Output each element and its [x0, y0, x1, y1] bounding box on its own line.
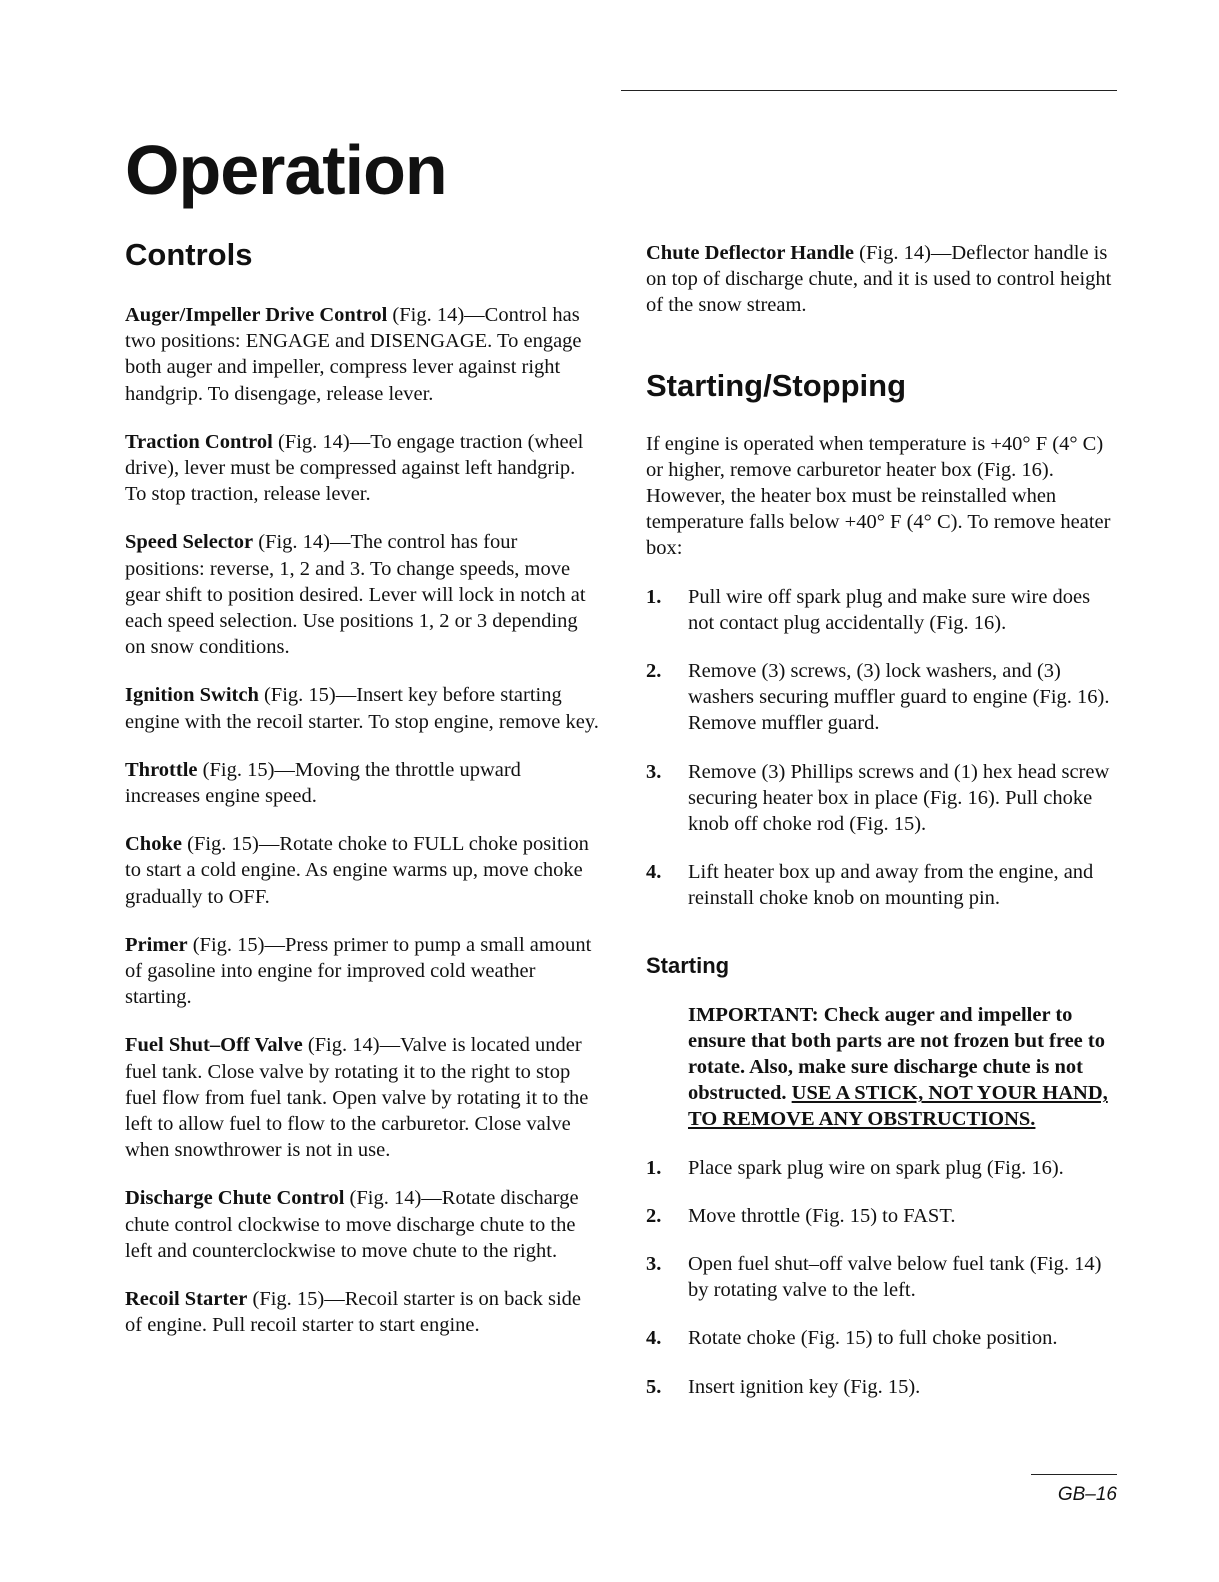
starting-steps	[646, 1155, 1121, 1400]
step-text: Pull wire off spark plug and make sure wire does not contact plug accidentally (Fig. 16).	[688, 585, 1091, 634]
list-item	[646, 1251, 1121, 1303]
step-number: 1.	[646, 1156, 662, 1179]
control-term: Chute Deflector Handle	[646, 242, 855, 264]
control-description	[125, 302, 600, 407]
control-term: Recoil Starter	[125, 1288, 248, 1311]
control-description	[125, 529, 600, 660]
list-item	[646, 759, 1121, 838]
step-text: Rotate choke (Fig. 15) to full choke position.	[688, 1327, 1058, 1350]
page-number: GB–16	[1057, 1484, 1117, 1505]
step-number: 4.	[646, 861, 662, 884]
control-description	[125, 682, 600, 734]
control-term: Auger/Impeller Drive Control	[125, 304, 388, 326]
control-term: Discharge Chute Control	[125, 1187, 345, 1210]
control-term: Primer	[125, 933, 188, 956]
control-term: Speed Selector	[125, 531, 254, 554]
control-text: (Fig. 15)—Recoil starter is on back side of engine. Pull recoil starter to start engine.	[125, 1288, 582, 1337]
control-term: Traction Control	[125, 430, 273, 453]
important-text: IMPORTANT: Check auger and impeller to ensure that both parts are not frozen but free to rotate. Also, make sure discharge chute is not obstructed.	[688, 1003, 1105, 1105]
list-item	[646, 1203, 1121, 1229]
control-text: (Fig. 14)—Deflector handle is on top of discharge chute, and it is used to control height of the snow stream.	[646, 242, 1112, 317]
step-number: 2.	[646, 1204, 662, 1227]
control-text: (Fig. 14)—Control has two positions: ENGAGE and DISENGAGE. To engage both auger and impeller, compress lever against right handgrip. To disengage, release lever.	[125, 304, 582, 405]
starting-heading: Starting	[646, 952, 730, 978]
step-number: 1.	[646, 585, 662, 608]
list-item	[646, 584, 1121, 636]
step-number: 3.	[646, 760, 662, 783]
control-description	[125, 1286, 600, 1338]
control-term: Choke	[125, 833, 182, 856]
control-description	[125, 932, 600, 1011]
control-term: Ignition Switch	[125, 684, 259, 707]
heater-box-intro: If engine is operated when temperature is +40° F (4° C) or higher, remove carburetor heater box (Fig. 16). However, the heater box must be reinstalled when temperature falls below +40° F (4° C). To remove heater box:	[646, 432, 1111, 560]
control-text: (Fig. 15)—Press primer to pump a small amount of gasoline into engine for improved cold weather starting.	[125, 933, 592, 1009]
step-text: Remove (3) Phillips screws and (1) hex head screw securing heater box in place (Fig. 16). Pull choke knob off choke rod (Fig. 15).	[688, 760, 1110, 836]
control-text: (Fig. 15)—Moving the throttle upward increases engine speed.	[125, 758, 521, 808]
step-number: 3.	[646, 1253, 662, 1276]
right-column	[646, 240, 1121, 1422]
list-item	[646, 1155, 1121, 1181]
control-text: (Fig. 14)—Valve is located under fuel tank. Close valve by rotating it to the right to stop fuel flow from fuel tank. Open valve by rotating it to the left to allow fuel to flow to the carburetor. Close valve when snowthrower is not in use.	[125, 1034, 589, 1162]
control-text: (Fig. 15)—Insert key before starting engine with the recoil starter. To stop engine, remove key.	[125, 684, 599, 733]
step-text: Open fuel shut–off valve below fuel tank (Fig. 14) by rotating valve to the left.	[688, 1253, 1102, 1302]
control-description	[646, 240, 1121, 319]
step-text: Lift heater box up and away from the engine, and reinstall choke knob on mounting pin.	[688, 861, 1094, 910]
control-text: (Fig. 14)—Rotate discharge chute control clockwise to move discharge chute to the left and counterclockwise to move chute to the right.	[125, 1187, 579, 1262]
step-text: Place spark plug wire on spark plug (Fig. 16).	[688, 1156, 1064, 1179]
top-rule	[621, 90, 1117, 91]
control-text: (Fig. 14)—The control has four positions: reverse, 1, 2 and 3. To change speeds, move gear shift to position desired. Lever will lock in notch at each speed selection. Use positions 1, 2 or 3 depending on snow conditions.	[125, 531, 586, 659]
control-term: Throttle	[125, 758, 198, 781]
heater-box-steps	[646, 584, 1121, 912]
list-item	[646, 658, 1121, 737]
list-item	[646, 1325, 1121, 1351]
control-text: (Fig. 15)—Rotate choke to FULL choke position to start a cold engine. As engine warms up, move choke gradually to OFF.	[125, 833, 589, 908]
control-description	[125, 1032, 600, 1163]
important-notice	[646, 1002, 1121, 1133]
page-title: Operation	[125, 131, 447, 209]
control-term: Fuel Shut–Off Valve	[125, 1034, 303, 1057]
controls-heading: Controls	[125, 237, 253, 272]
control-description	[125, 831, 600, 910]
list-item	[646, 859, 1121, 911]
control-description	[125, 757, 600, 809]
control-description	[125, 1185, 600, 1264]
step-text: Remove (3) screws, (3) lock washers, and (3) washers securing muffler guard to engine (Fig. 16). Remove muffler guard.	[688, 660, 1110, 735]
starting-stopping-heading: Starting/Stopping	[646, 367, 907, 403]
control-description	[125, 429, 600, 508]
list-item	[646, 1374, 1121, 1400]
control-text: (Fig. 14)—To engage traction (wheel drive), lever must be compressed against left handgrip. To stop traction, release lever.	[125, 430, 584, 506]
step-number: 5.	[646, 1375, 662, 1398]
step-text: Insert ignition key (Fig. 15).	[688, 1375, 921, 1398]
left-column	[125, 236, 600, 1361]
step-number: 2.	[646, 660, 662, 683]
step-number: 4.	[646, 1327, 662, 1350]
important-underlined-text: USE A STICK, NOT YOUR HAND, TO REMOVE ANY OBSTRUCTIONS.	[688, 1082, 1108, 1131]
footer-rule	[1031, 1474, 1117, 1475]
step-text: Move throttle (Fig. 15) to FAST.	[688, 1204, 956, 1227]
